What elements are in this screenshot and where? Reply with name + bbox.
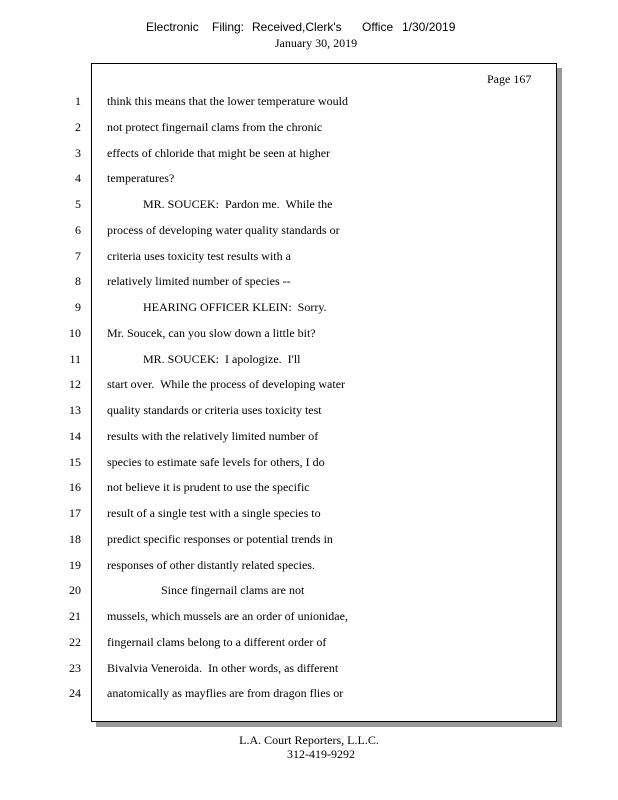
stamp-word: Filing: [212,20,245,34]
stamp-word: Received,Clerk's [252,20,342,34]
line-text: MR. SOUCEK: I apologize. I'll [107,352,301,366]
line-text: predict specific responses or potential trends in [107,532,333,546]
page-number: Page 167 [487,72,532,86]
stamp-word: 1/30/2019 [402,20,456,34]
reporter-name: L.A. Court Reporters, L.L.C. [239,733,379,747]
line-number: 12 [69,377,81,391]
line-number: 9 [75,300,81,314]
line-number: 21 [69,609,81,623]
line-number: 8 [75,274,81,288]
line-number: 24 [69,686,81,700]
line-text: results with the relatively limited number of [107,429,319,443]
line-text: quality standards or criteria uses toxicity test [107,403,322,417]
line-number: 14 [69,429,81,443]
line-number: 7 [75,249,81,263]
line-number: 3 [75,146,81,160]
footer [0,733,618,761]
line-text: anatomically as mayflies are from dragon flies or [107,686,344,700]
line-text: relatively limited number of species -- [107,274,291,288]
line-text: not protect fingernail clams from the chronic [107,120,323,134]
line-number: 11 [69,352,81,366]
line-text: responses of other distantly related species. [107,558,315,572]
line-text: MR. SOUCEK: Pardon me. While the [107,197,333,211]
line-text: Since fingernail clams are not [107,583,305,597]
line-number: 10 [69,326,81,340]
line-text: effects of chloride that might be seen at higher [107,146,331,160]
reporter-phone: 312-419-9292 [287,747,355,761]
line-number: 17 [69,506,81,520]
line-text: mussels, which mussels are an order of unionidae, [107,609,348,623]
line-text: start over. While the process of developing water [107,377,346,391]
line-text: Bivalvia Veneroida. In other words, as different [107,661,339,675]
line-number: 13 [69,403,81,417]
line-text: think this means that the lower temperature would [107,94,348,108]
stamp-word: Electronic [146,20,199,34]
line-number: 4 [75,171,81,185]
line-number: 1 [75,94,81,108]
line-text: HEARING OFFICER KLEIN: Sorry. [107,300,327,314]
line-number: 5 [75,197,81,211]
line-number: 2 [75,120,81,134]
line-text: result of a single test with a single species to [107,506,321,520]
line-number: 6 [75,223,81,237]
line-number: 19 [69,558,81,572]
line-text: not believe it is prudent to use the specific [107,480,310,494]
line-number: 15 [69,455,81,469]
line-number: 23 [69,661,81,675]
line-text: species to estimate safe levels for others, I do [107,455,325,469]
line-text: temperatures? [107,171,175,185]
line-number: 20 [69,583,81,597]
stamp-word: Office [362,20,394,34]
line-number: 18 [69,532,81,546]
line-text: process of developing water quality standards or [107,223,340,237]
line-number: 16 [69,480,81,494]
filing-date: January 30, 2019 [274,36,358,50]
line-number: 22 [69,635,81,649]
line-text: criteria uses toxicity test results with a [107,249,291,263]
line-text: fingernail clams belong to a different order of [107,635,327,649]
line-text: Mr. Soucek, can you slow down a little bit? [107,326,316,340]
